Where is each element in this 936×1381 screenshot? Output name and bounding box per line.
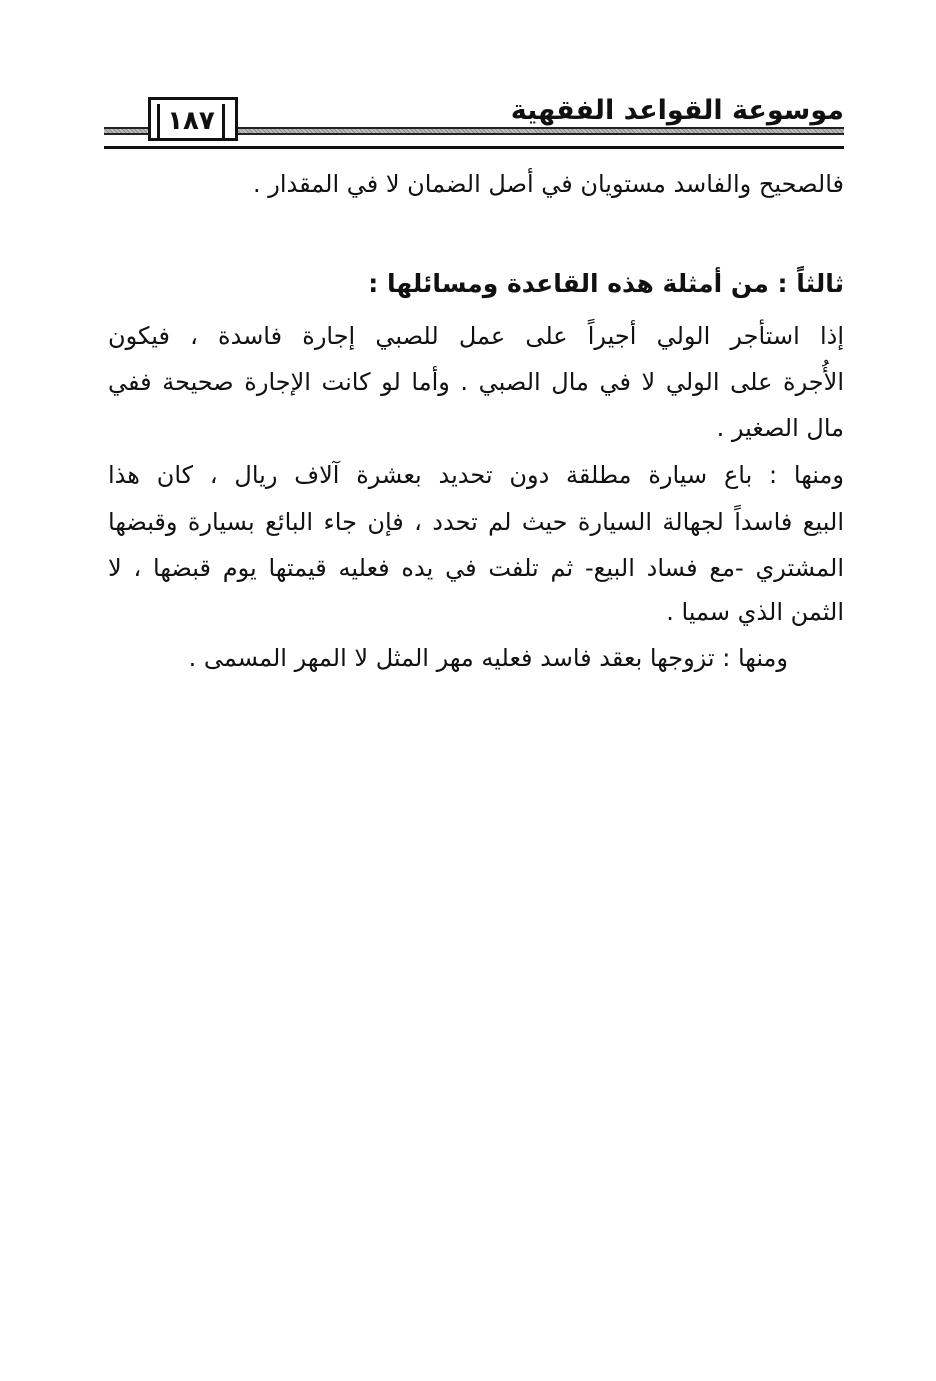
text-line: مال الصغير .: [716, 414, 844, 442]
text-line: الثمن الذي سميا .: [666, 598, 844, 626]
text-line: البيع فاسداً لجهالة السيارة حيث لم تحدد ، فإن جاء البائع بسيارة وقبضها: [108, 508, 844, 536]
header-rule: [104, 146, 844, 149]
text-line: المشتري -مع فساد البيع- ثم تلفت في يده فعليه قيمتها يوم قبضها ، لا: [108, 554, 844, 582]
text-line: ومنها : تزوجها بعقد فاسد فعليه مهر المثل لا المهر المسمى .: [188, 644, 788, 672]
text-line: الأُجرة على الولي لا في مال الصبي . وأما لو كانت الإجارة صحيحة ففي: [108, 368, 844, 396]
book-title: موسوعة القواعد الفقهية: [510, 95, 844, 126]
section-heading: ثالثاً : من أمثلة هذه القاعدة ومسائلها :: [368, 269, 844, 298]
text-line: ومنها : باع سيارة مطلقة دون تحديد بعشرة آلاف ريال ، كان هذا: [108, 461, 844, 489]
text-line: إذا استأجر الولي أجيراً على عمل للصبي إجارة فاسدة ، فيكون: [108, 322, 844, 350]
page-number-box: [148, 97, 238, 141]
page-number: ١٨٧: [157, 104, 225, 138]
text-line: فالصحيح والفاسد مستويان في أصل الضمان لا في المقدار .: [253, 170, 844, 198]
